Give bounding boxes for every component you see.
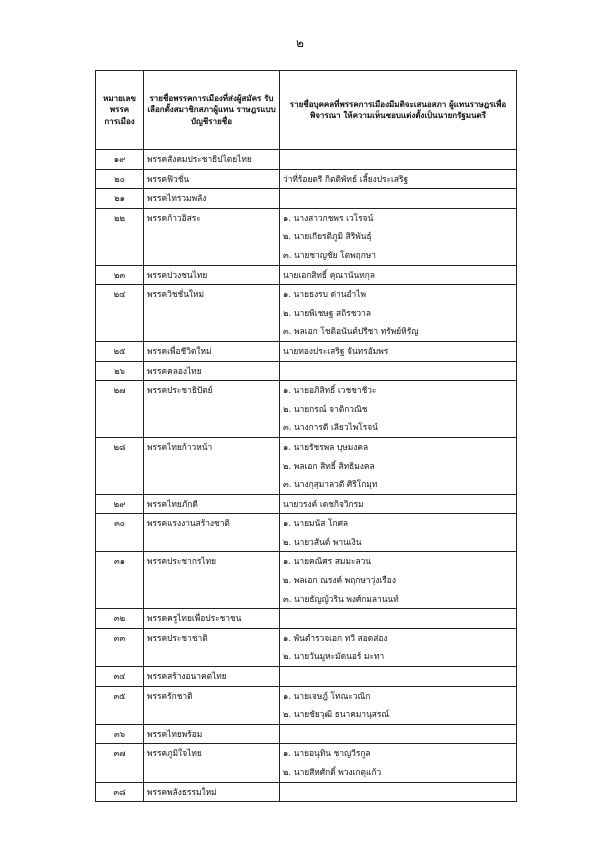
party-name [144, 437, 280, 494]
pm-candidates [280, 265, 517, 285]
party-name-text: พรรคก้าวอิสระ [147, 212, 201, 223]
pm-candidates [280, 667, 517, 687]
table-row [96, 782, 517, 802]
party-name [144, 265, 280, 285]
party-name [144, 686, 280, 724]
candidate-name: ๑. นายรัชรพล บุษมงคล [283, 441, 369, 452]
party-number [96, 667, 144, 687]
party-name-text: พรรคคลองไทย [147, 365, 202, 376]
party-candidates-table [95, 70, 517, 802]
party-name-text: พรรคประชาธิปัตย์ [147, 385, 213, 396]
party-number-text: ๒๒ [113, 212, 126, 223]
candidate-name: ๑. พันตำรวจเอก ทวี สอดส่อง [283, 632, 388, 643]
candidate-name [283, 725, 513, 744]
candidate-name: ๓. นางกุสุมาลวตี ศิริโกมุท [283, 479, 378, 490]
candidate-name [283, 667, 513, 686]
candidate-name: ๒. นายพิเชษฐ สถิรชวาล [283, 307, 371, 318]
pm-candidates [280, 552, 517, 609]
candidate-name: ๒. นายกรณ์ จาติกวณิช [283, 403, 368, 414]
party-name-text: พรรคไทยภักดี [147, 498, 198, 509]
candidate-name: ว่าที่ร้อยตรี กิตติพัทธ์ เลี้ยงประเสริฐ [283, 173, 409, 184]
pm-candidates [280, 189, 517, 209]
candidate-name: ๓. นางการดี เลียวไพโรจน์ [283, 422, 378, 433]
pm-candidates [280, 628, 517, 666]
party-name-text: พรรคเพื่อชีวิตใหม่ [147, 345, 212, 356]
party-name-text: พรรครักชาติ [147, 690, 193, 701]
party-name [144, 494, 280, 514]
party-number-text: ๒๐ [114, 173, 125, 184]
pm-candidates [280, 381, 517, 438]
candidate-name [283, 189, 513, 208]
header-pm-candidates: รายชื่อบุคคลที่พรรคการเมืองมีมติจะเสนอสภา ผู้แทนราษฎรเพื่อพิจารณา ให้ความเห็นชอบแต่งตั้งเป็นนายกรัฐมนตรี [280, 71, 517, 150]
party-name [144, 208, 280, 265]
party-name-text: พรรคครูไทยเพื่อประชาชน [147, 613, 242, 624]
pm-candidates [280, 744, 517, 782]
table-row [96, 514, 517, 552]
party-name-text: พรรคพลังธรรมใหม่ [147, 786, 217, 797]
party-name [144, 782, 280, 802]
party-name [144, 285, 280, 342]
party-number [96, 609, 144, 629]
party-number [96, 208, 144, 265]
table-body [96, 150, 517, 802]
party-name [144, 628, 280, 666]
candidate-name: ๓. นายชาญชัย โตพฤกษา [283, 249, 376, 260]
party-name [144, 169, 280, 189]
party-name-text: พรรคไทยพร้อม [147, 728, 203, 739]
candidate-name: นายวรงค์ เดชกิจวิกรม [283, 498, 364, 509]
table-row [96, 361, 517, 381]
party-number-text: ๒๕ [113, 345, 126, 356]
party-number-text: ๓๗ [113, 748, 126, 759]
party-number-text: ๓๓ [113, 632, 126, 643]
party-number-text: ๓๑ [113, 556, 126, 567]
party-number [96, 189, 144, 209]
party-number [96, 150, 144, 170]
party-number [96, 724, 144, 744]
pm-candidates [280, 514, 517, 552]
candidate-name: ๑. นายคณิศร สมมะลวน [283, 556, 372, 567]
candidate-name: ๒. พลเอก ณรงค์ พฤกษาวุ่งเรือง [283, 575, 396, 586]
party-number [96, 494, 144, 514]
pm-candidates [280, 494, 517, 514]
candidate-name: ๒. พลเอก สิทธิ์ สิทธิมงคล [283, 460, 375, 471]
pm-candidates [280, 169, 517, 189]
party-number-text: ๒๔ [113, 289, 126, 300]
party-name-text: พรรคไทรวมพลัง [147, 193, 207, 204]
pm-candidates [280, 341, 517, 361]
party-number [96, 169, 144, 189]
table-row [96, 667, 517, 687]
table-row [96, 189, 517, 209]
pm-candidates [280, 782, 517, 802]
candidate-name [283, 609, 513, 628]
candidate-name: นายเอกสิทธิ์ คุณานันทกุล [283, 269, 375, 280]
candidate-name: ๒. นายวสันต์ พานเงิน [283, 536, 362, 547]
party-name-text: พรรคฟิวชั่น [147, 173, 190, 184]
table-row [96, 208, 517, 265]
pm-candidates [280, 361, 517, 381]
table-row [96, 744, 517, 782]
party-number [96, 285, 144, 342]
table-row [96, 494, 517, 514]
candidate-name: ๓. พลเอก โชติอนันต์ปรีชา ทรัพย์หิรัญ [283, 326, 419, 337]
candidate-name: ๒. นายเกียรติภูมิ สิริพันธุ์ [283, 231, 372, 242]
party-name-text: พรรคประชากรไทย [147, 556, 217, 567]
candidate-name: ๑. นายอนุทิน ชาญวีรกูล [283, 748, 371, 759]
pm-candidates [280, 437, 517, 494]
party-name-text: พรรคประชาชาติ [147, 632, 208, 643]
pm-candidates [280, 285, 517, 342]
table-row [96, 381, 517, 438]
party-name-text: พรรคแรงงานสร้างชาติ [147, 518, 230, 529]
table-row [96, 724, 517, 744]
party-number-text: ๓๒ [113, 613, 126, 624]
table-row [96, 169, 517, 189]
table-row [96, 609, 517, 629]
party-number [96, 514, 144, 552]
candidate-name: ๑. นายเจษฎ์ โทณะวณิก [283, 690, 371, 701]
party-name-text: พรรควิชชั่นใหม่ [147, 289, 205, 300]
header-party-name: รายชื่อพรรคการเมืองที่ส่งผู้สมัคร รับเลือกตั้งสมาชิกสภาผู้แทน ราษฎรแบบบัญชีรายชื่อ [144, 71, 280, 150]
pm-candidates [280, 150, 517, 170]
party-number [96, 381, 144, 438]
party-number-text: ๓๘ [113, 786, 126, 797]
party-name [144, 189, 280, 209]
candidate-name: ๒. นายสีหศักดิ์ พวงเกตุแก้ว [283, 767, 382, 777]
table-row [96, 686, 517, 724]
party-name [144, 609, 280, 629]
party-number [96, 437, 144, 494]
party-number-text: ๓๖ [113, 728, 126, 739]
party-number [96, 628, 144, 666]
party-number-text: ๒๙ [113, 498, 126, 509]
pm-candidates [280, 686, 517, 724]
header-party-number: หมายเลข พรรค การเมือง [96, 71, 144, 150]
party-name-text: พรรคสังคมประชาธิปไตยไทย [147, 154, 252, 164]
candidate-name [283, 783, 513, 802]
party-number [96, 552, 144, 609]
candidate-name: นายทองประเสริฐ จันทรอัมพร [283, 345, 389, 356]
pm-candidates [280, 724, 517, 744]
party-name [144, 514, 280, 552]
table-row [96, 552, 517, 609]
party-number-text: ๒๑ [114, 193, 125, 204]
party-name [144, 341, 280, 361]
candidate-name: ๒. นายวันมูหะมัดนอร์ มะทา [283, 651, 385, 662]
candidate-name: ๓. นายธัญญ์วริน พงศ์กมลานนท์ [283, 593, 399, 604]
candidate-name: ๒. นายชัยวุฒิ ธนาคมานุสรณ์ [283, 709, 390, 720]
candidate-name: ๑. นางสาวกชพร เวโรจน์ [283, 212, 374, 223]
table-row [96, 341, 517, 361]
party-number-text: ๑๙ [113, 154, 126, 164]
table-row [96, 437, 517, 494]
candidate-name [283, 150, 513, 169]
party-name [144, 361, 280, 381]
party-name [144, 381, 280, 438]
table-row [96, 628, 517, 666]
party-number [96, 782, 144, 802]
party-number-text: ๒๖ [114, 365, 125, 376]
party-number [96, 341, 144, 361]
candidate-name: ๑. นายอภิสิทธิ์ เวชชาชีวะ [283, 385, 377, 396]
party-name [144, 667, 280, 687]
candidate-name: ๑. นายธงรบ ด่านอำไพ [283, 289, 366, 300]
party-number-text: ๓๐ [114, 518, 125, 529]
party-name [144, 724, 280, 744]
party-number [96, 744, 144, 782]
party-name [144, 150, 280, 170]
party-number-text: ๒๗ [113, 385, 126, 396]
party-name-text: พรรคสร้างอนาคตไทย [147, 671, 227, 682]
candidate-name: ๑. นายมนัส โกศล [283, 518, 349, 529]
party-number-text: ๒๘ [113, 441, 126, 452]
table-header-row [96, 71, 517, 150]
party-name-text: พรรคไทยก้าวหน้า [147, 441, 213, 452]
pm-candidates [280, 609, 517, 629]
party-number [96, 361, 144, 381]
party-number-text: ๒๓ [113, 269, 126, 280]
party-number-text: ๓๔ [113, 671, 126, 682]
party-name [144, 744, 280, 782]
party-name [144, 552, 280, 609]
party-number [96, 265, 144, 285]
party-number-text: ๓๕ [113, 690, 126, 701]
candidate-name [283, 362, 513, 381]
table-row [96, 265, 517, 285]
party-name-text: พรรคปวงชนไทย [147, 269, 208, 280]
pm-candidates [280, 208, 517, 265]
table-row [96, 150, 517, 170]
table-row [96, 285, 517, 342]
party-number [96, 686, 144, 724]
party-name-text: พรรคภูมิใจไทย [147, 748, 202, 759]
page-number: ๒ [296, 36, 304, 50]
